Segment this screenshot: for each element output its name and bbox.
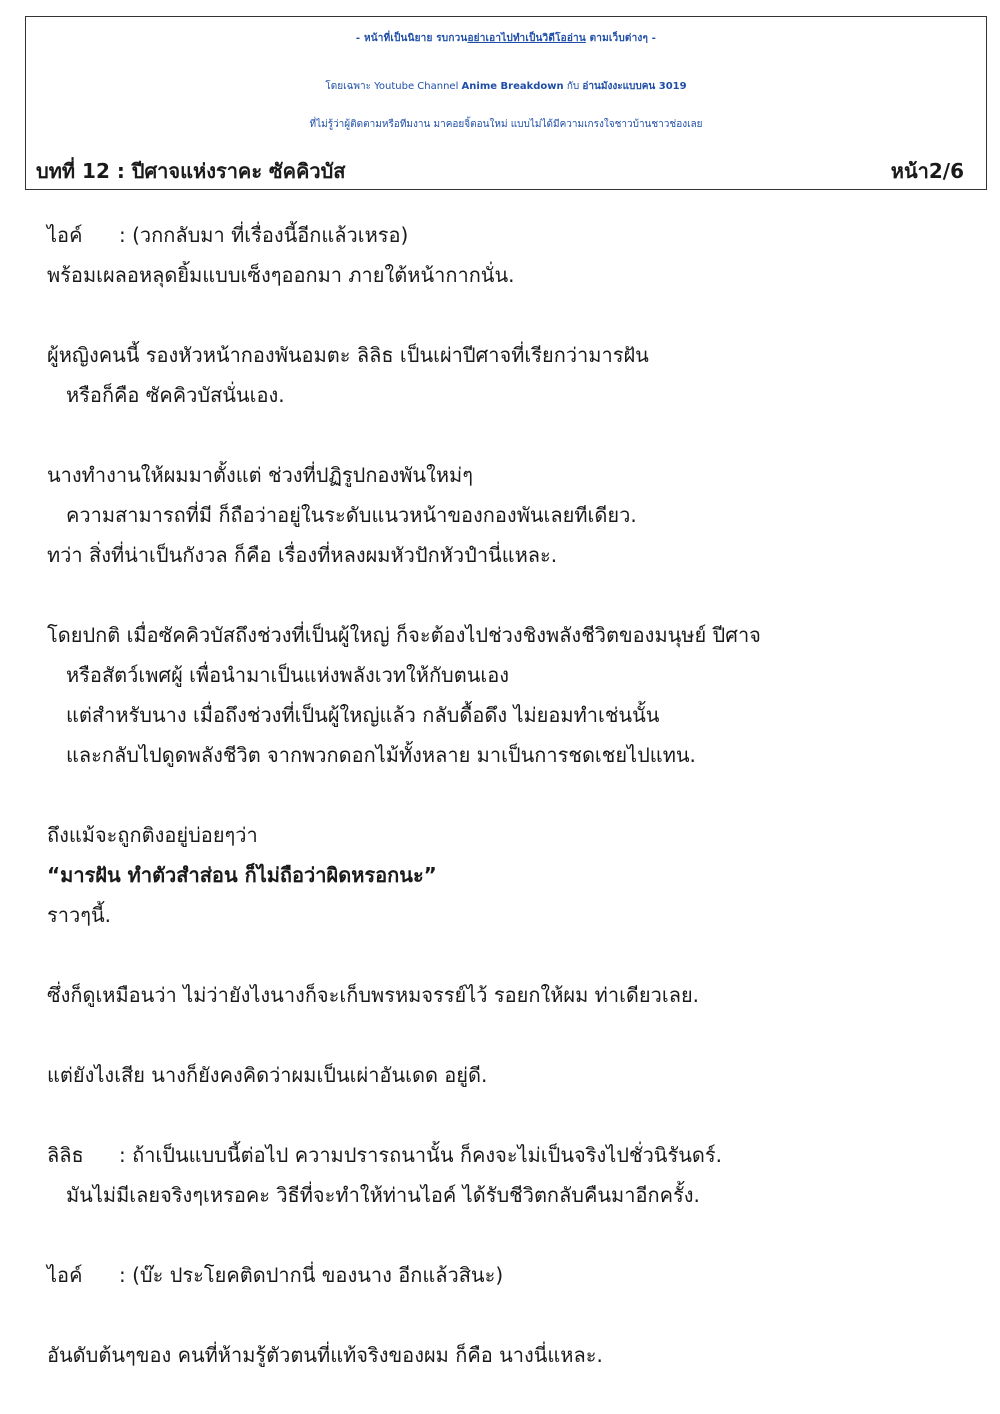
narration-line: แต่สำหรับนาง เมื่อถึงช่วงที่เป็นผู้ใหญ่แล้ว กลับดื้อดึง ไม่ยอมทำเช่นนั้น [66,703,660,727]
narration-line: หรือสัตว์เพศผู้ เพื่อนำมาเป็นแห่งพลังเวทให้กับตนเอง [66,663,510,687]
narration-line: แต่ยังไงเสีย นางก็ยังคงคิดว่าผมเป็นเผ่าอันเดด อยู่ดี. [47,1063,488,1087]
header-title [26,31,986,46]
dialogue-continuation: มันไม่มีเลยจริงๆเหรอคะ วิธีที่จะทำให้ท่านไอค์ ได้รับชีวิตกลับคืนมาอีกครั้ง. [66,1183,700,1207]
header-subtitle-channels [26,79,986,94]
header-subtitle-note: ที่ไม่รู้ว่าผู้ติดตามหรือทีมงาน มาคอยจิ้ตอนใหม่ แบบไม่ได้มีความเกรงใจชาวบ้านชาวช่องเลย [309,119,703,130]
dialogue-text: : (บ๊ะ ประโยคติดปากนี่ ของนาง อีกแล้วสินะ) [119,1263,504,1287]
narration-line: ซึ่งก็ดูเหมือนว่า ไม่ว่ายังไงนางก็จะเก็บพรหมจรรย์ไว้ รอยกให้ผม ท่าเดียวเลย. [47,983,700,1007]
header-title-prefix: - หน้าที่เป็นนิยาย รบกวน [355,33,468,44]
speaker-name: ลิลิธ [47,1143,84,1167]
narration-line: ความสามารถที่มี ก็ถือว่าอยู่ในระดับแนวหน้าของกองพันเลยทีเดียว. [66,503,637,527]
header-title-underlined: อย่าเอาไปทำเป็นวิดีโออ่าน [467,33,586,44]
dialogue-line-ike-2 [47,1262,503,1288]
page-header-box [25,16,987,190]
dialogue-text: : (วกกลับมา ที่เรื่องนี้อีกแล้วเหรอ) [119,223,409,247]
header-title-suffix: ตามเว็บต่างๆ - [585,33,657,44]
narration-line: อันดับต้นๆของ คนที่ห้ามรู้ตัวตนที่แท้จริงของผม ก็คือ นางนี่แหละ. [47,1343,603,1367]
header-other-channel-name: อ่านมังงะแบบคน 3019 [582,81,687,92]
narration-line: หรือก็คือ ซัคคิวบัสนั่นเอง. [66,383,285,407]
header-sub1-prefix: โดยเฉพาะ Youtube Channel [325,81,462,92]
narration-line: ราวๆนี้. [47,903,111,927]
narration-line: ถึงแม้จะถูกติงอยู่บ่อยๆว่า [47,823,258,847]
quote-line: “มารฝัน ทำตัวสำส่อน ก็ไม่ถือว่าผิดหรอกนะ” [47,863,437,887]
narration-line: ผู้หญิงคนนี้ รองหัวหน้ากองพันอมตะ ลิลิธ เป็นเผ่าปีศาจที่เรียกว่ามารฝัน [47,343,649,367]
speaker-name: ไอค์ [47,223,83,247]
speaker-name: ไอค์ [47,1263,83,1287]
narration-line: โดยปกติ เมื่อซัคคิวบัสถึงช่วงที่เป็นผู้ใหญ่ ก็จะต้องไปช่วงชิงพลังชีวิตของมนุษย์ ปีศาจ [47,623,761,647]
header-channel-name: Anime Breakdown [461,81,564,92]
narration-line: ทว่า สิ่งที่น่าเป็นกังวล ก็คือ เรื่องที่หลงผมหัวปักหัวปำนี่แหละ. [47,543,558,567]
chapter-title: บทที่ 12 : ปีศาจแห่งราคะ ซัคคิวบัส [36,159,346,183]
dialogue-line-lilith [47,1142,722,1168]
narration-line: และกลับไปดูดพลังชีวิต จากพวกดอกไม้ทั้งหลาย มาเป็นการชดเชยไปแทน. [66,743,696,767]
page-number: หน้า2/6 [890,159,964,183]
dialogue-text: : ถ้าเป็นแบบนี้ต่อไป ความปรารถนานั้น ก็คงจะไม่เป็นจริงไปชั่วนิรันดร์. [119,1143,722,1167]
narration-line: นางทำงานให้ผมมาตั้งแต่ ช่วงที่ปฏิรูปกองพันใหม่ๆ [47,463,473,487]
header-sub1-mid: กับ [563,81,583,92]
narration-line: พร้อมเผลอหลุดยิ้มแบบเซ็งๆออกมา ภายใต้หน้ากากนั่น. [47,263,515,287]
dialogue-line-ike-1 [47,222,408,248]
